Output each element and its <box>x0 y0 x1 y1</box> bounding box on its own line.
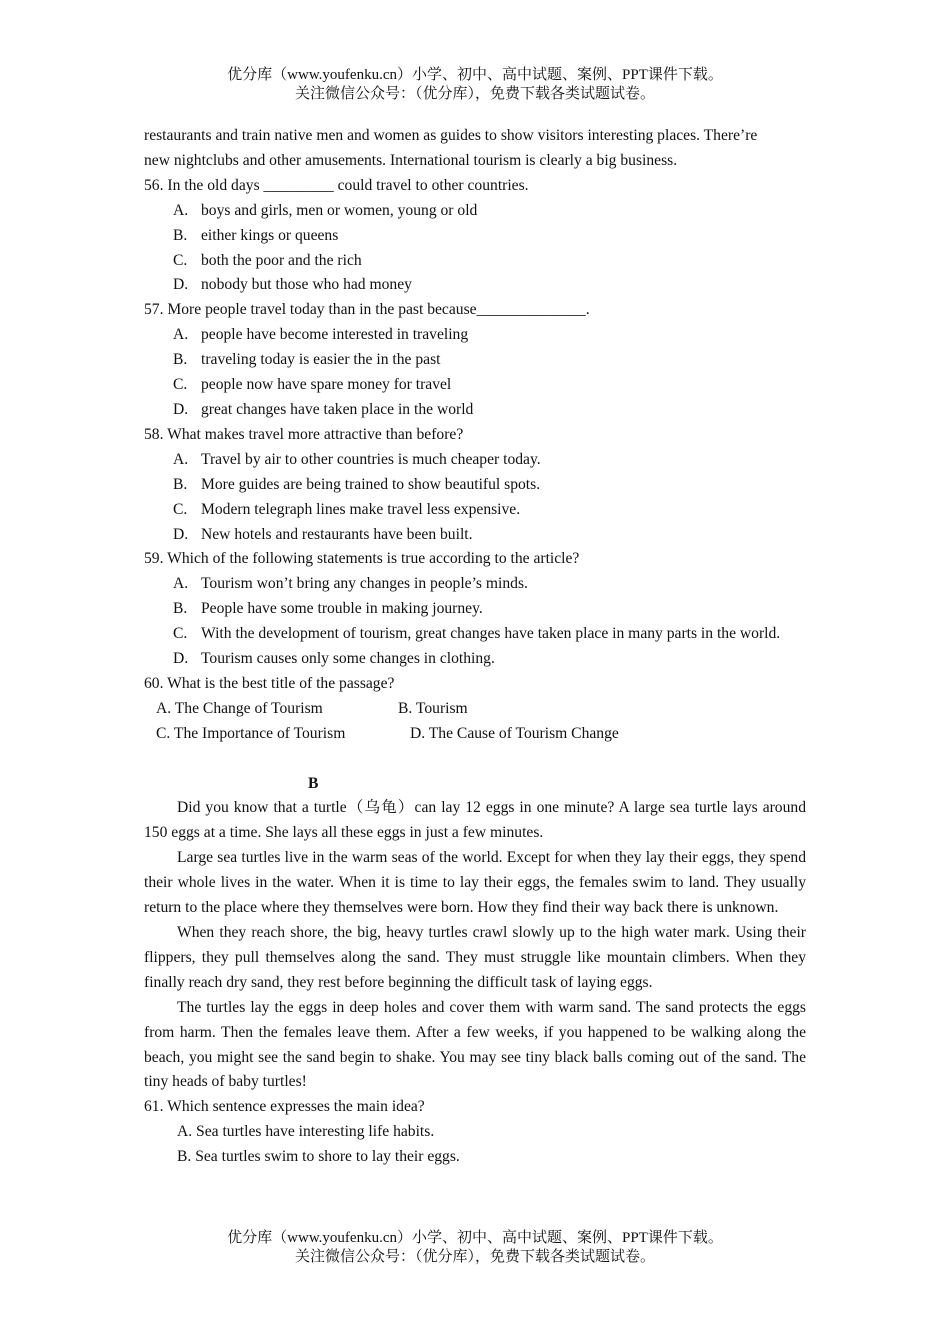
page-header <box>0 66 950 104</box>
option-row <box>144 697 806 722</box>
spacer <box>144 747 806 772</box>
question-59 <box>144 547 806 672</box>
option-a: A. Sea turtles have interesting life habits. <box>177 1123 435 1141</box>
intro-line-2: new nightclubs and other amusements. International tourism is clearly a big business. <box>144 151 678 169</box>
paragraph: Did you know that a turtle（乌龟）can lay 12 eggs in one minute? A large sea turtle lays around 150 eggs at a time. She lays all these eggs in just a few minutes. <box>144 799 806 842</box>
option-letter: B. <box>173 600 188 618</box>
option-text: nobody but those who had money <box>201 276 412 294</box>
footer-line-2: 关注微信公众号：（优分库），免费下载各类试题试卷。 <box>294 1249 655 1265</box>
option-text: great changes have taken place in the world <box>201 400 474 418</box>
option <box>144 473 806 498</box>
option-letter: D. <box>173 276 189 294</box>
option-text: With the development of tourism, great changes have taken place in many parts in the world. <box>201 625 781 643</box>
question-58 <box>144 423 806 548</box>
page-footer <box>0 1229 950 1267</box>
option-text: More guides are being trained to show beautiful spots. <box>201 475 541 493</box>
option-row <box>144 722 806 747</box>
question-stem: 59. Which of the following statements is true according to the article? <box>144 550 580 568</box>
paragraph: When they reach shore, the big, heavy turtles crawl slowly up to the high water mark. Using their flippers, they pull themselves along the sand. They must struggle like mountain climbers. When they finally reach dry sand, they rest before beginning the difficult task of laying eggs. <box>144 923 806 991</box>
section-heading: B <box>308 774 319 792</box>
header-line-1: 优分库（www.youfenku.cn）小学、初中、高中试题、案例、PPT课件下载。 <box>227 67 723 83</box>
option <box>144 249 806 274</box>
option-letter: B. <box>173 226 188 244</box>
option-text: Travel by air to other countries is much cheaper today. <box>201 450 541 468</box>
option <box>144 398 806 423</box>
option <box>144 622 806 647</box>
option-letter: C. <box>173 376 188 394</box>
option <box>144 323 806 348</box>
question-56 <box>144 174 806 299</box>
option <box>144 597 806 622</box>
option-text: Modern telegraph lines make travel less expensive. <box>201 500 521 518</box>
option-text: Tourism causes only some changes in clothing. <box>201 650 495 668</box>
paragraph: Large sea turtles live in the warm seas of the world. Except for when they lay their eggs, they spend their whole lives in the water. When it is time to lay their eggs, the females swim to land. They usually return to the place where they themselves were born. How they find their way back there is unknown. <box>144 849 806 917</box>
option <box>144 572 806 597</box>
option-text: traveling today is easier the in the past <box>201 351 441 369</box>
option-c: C. The Importance of Tourism <box>156 724 346 742</box>
option-text: People have some trouble in making journey. <box>201 600 483 618</box>
question-61 <box>144 1095 806 1170</box>
option-b: B. Tourism <box>398 699 468 717</box>
option-b: B. Sea turtles swim to shore to lay their eggs. <box>177 1148 460 1166</box>
option-letter: D. <box>173 525 189 543</box>
option-letter: C. <box>173 251 188 269</box>
question-60 <box>144 672 806 747</box>
option <box>144 647 806 672</box>
option-letter: C. <box>173 625 188 643</box>
option <box>144 523 806 548</box>
question-stem: 60. What is the best title of the passage? <box>144 674 395 692</box>
option-text: Tourism won’t bring any changes in people’s minds. <box>201 575 528 593</box>
option-letter: A. <box>173 201 189 219</box>
option-d: D. The Cause of Tourism Change <box>410 724 619 742</box>
option-letter: B. <box>173 475 188 493</box>
option <box>144 348 806 373</box>
option-letter: C. <box>173 500 188 518</box>
question-stem: 57. More people travel today than in the past because______________. <box>144 301 590 319</box>
paragraph: The turtles lay the eggs in deep holes and cover them with warm sand. The sand protects the eggs from harm. Then the females leave them. After a few weeks, if you happened to be walking along the beach, you might see the sand begin to shake. You may see tiny black balls coming out of the sand. The tiny heads of baby turtles! <box>144 998 806 1091</box>
option <box>144 448 806 473</box>
question-57 <box>144 298 806 423</box>
option-letter: A. <box>173 575 189 593</box>
option-letter: A. <box>173 450 189 468</box>
option-a: A. The Change of Tourism <box>156 699 323 717</box>
option-letter: D. <box>173 650 189 668</box>
option <box>144 373 806 398</box>
option-text: people have become interested in traveling <box>201 326 469 344</box>
question-stem: 58. What makes travel more attractive than before? <box>144 425 464 443</box>
option-text: boys and girls, men or women, young or old <box>201 201 478 219</box>
option-letter: B. <box>173 351 188 369</box>
option <box>144 273 806 298</box>
option <box>144 199 806 224</box>
option <box>144 498 806 523</box>
option-text: New hotels and restaurants have been built. <box>201 525 473 543</box>
option-text: people now have spare money for travel <box>201 376 452 394</box>
option-text: both the poor and the rich <box>201 251 362 269</box>
question-stem: 61. Which sentence expresses the main idea? <box>144 1098 425 1116</box>
header-line-2: 关注微信公众号：（优分库），免费下载各类试题试卷。 <box>294 86 655 102</box>
document-body <box>144 124 806 1170</box>
option-letter: A. <box>173 326 189 344</box>
footer-line-1: 优分库（www.youfenku.cn）小学、初中、高中试题、案例、PPT课件下载。 <box>227 1230 723 1246</box>
option <box>144 224 806 249</box>
intro-line-1: restaurants and train native men and women as guides to show visitors interesting places. There’re <box>144 127 758 144</box>
option-text: either kings or queens <box>201 226 339 244</box>
question-stem: 56. In the old days _________ could travel to other countries. <box>144 176 529 194</box>
option-letter: D. <box>173 400 189 418</box>
